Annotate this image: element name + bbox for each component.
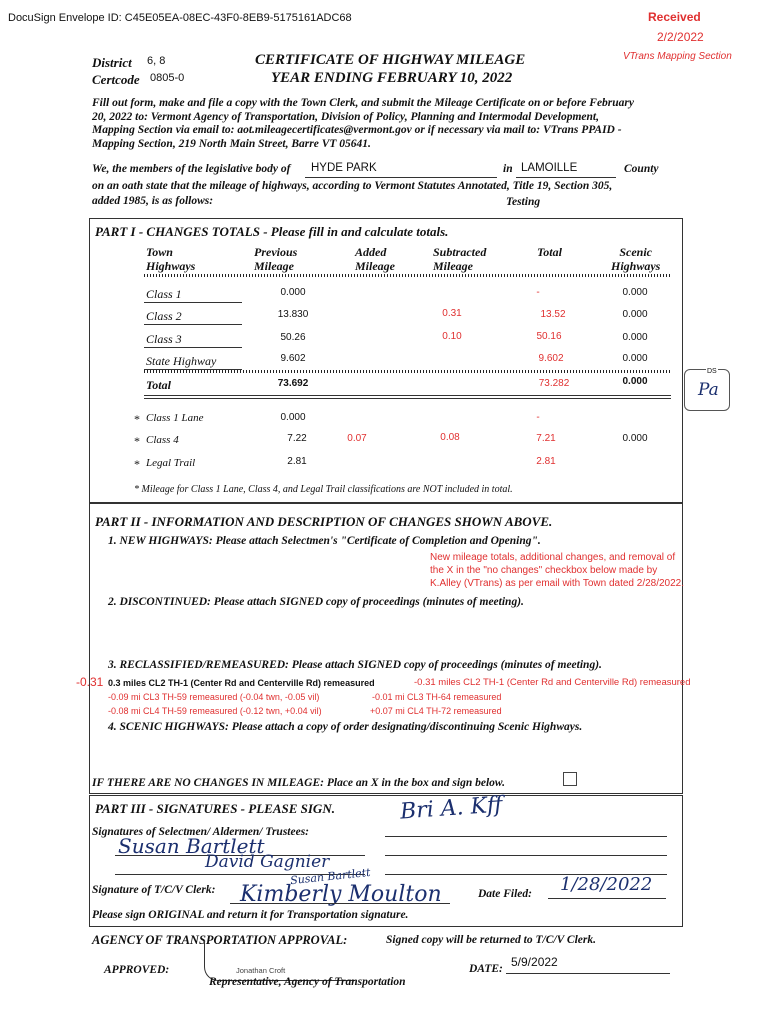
- ds-initials-box: [684, 369, 730, 411]
- oath-line3: added 1985, is as follows:: [92, 195, 214, 207]
- instructions: [92, 97, 692, 151]
- oath-testing: Testing: [506, 196, 541, 208]
- col-header-subtracted: [433, 245, 486, 273]
- col-header-line: Highways: [146, 259, 196, 273]
- cell-scenic: 0.000: [622, 287, 648, 298]
- agency-signed-note: Signed copy will be returned to T/C/V Clerk.: [386, 934, 596, 946]
- part2-item3: 3. RECLASSIFIED/REMEASURED: Please attach SIGNED copy of proceedings (minutes of meeting).: [108, 659, 602, 671]
- cell-scenic: 0.000: [622, 353, 648, 364]
- part3-title: PART III - SIGNATURES - PLEASE SIGN.: [95, 801, 335, 816]
- cell-previous: 9.602: [280, 353, 306, 364]
- selectman-signature: Bri A. Kff: [399, 792, 504, 825]
- clerk-signature: Kimberly Moulton: [240, 882, 442, 907]
- row-label: Class 1 Lane: [146, 412, 204, 424]
- cell-scenic: 0.000: [622, 309, 648, 320]
- row-label: Class 3: [146, 332, 182, 346]
- no-change-checkbox[interactable]: [563, 772, 577, 786]
- instruction-line: Mapping Section, 219 North Main Street, Barre VT 05641.: [92, 137, 371, 150]
- selectman-signature: David Gagnier: [205, 852, 330, 872]
- col-header-town: [146, 245, 195, 273]
- agency-title: AGENCY OF TRANSPORTATION APPROVAL:: [92, 933, 348, 947]
- envelope-id: DocuSign Envelope ID: C45E05EA-08EC-43F0-8EB9-5175161ADC68: [8, 12, 352, 24]
- received-section: VTrans Mapping Section: [623, 51, 732, 62]
- reclass-red: -0.31 miles CL2 TH-1 (Center Rd and Centerville Rd) remeasured: [414, 677, 691, 688]
- cell-previous: 0.000: [280, 412, 306, 423]
- clerk-label: Signature of T/C/V Clerk:: [92, 884, 216, 896]
- cell-total: 50.16: [536, 331, 562, 342]
- col-header-line: Highways: [611, 259, 661, 273]
- oath-line2: on an oath state that the mileage of highways, according to Vermont Statutes Annotated, Title 19, Section 305,: [92, 180, 613, 192]
- date-filed-value: 1/28/2022: [560, 874, 653, 895]
- col-header-added: [355, 245, 395, 273]
- asterisk: *: [134, 434, 140, 448]
- col-header-line: Previous: [254, 245, 298, 259]
- date-filed-label: Date Filed:: [478, 888, 532, 900]
- col-header-line: Mileage: [355, 259, 395, 273]
- reclass-a: -0.09 mi CL3 TH-59 remeasured (-0.04 twn, -0.05 vil): [108, 692, 320, 702]
- ds-signature: Pa: [698, 380, 719, 400]
- part1-footnote: * Mileage for Class 1 Lane, Class 4, and Legal Trail classifications are NOT included in total.: [134, 484, 513, 495]
- cell-previous: 2.81: [287, 456, 307, 467]
- no-change-text: IF THERE ARE NO CHANGES IN MILEAGE: Place an X in the box and sign below.: [92, 777, 506, 789]
- asterisk: *: [134, 457, 140, 471]
- vtrans-note: [430, 551, 684, 590]
- reclass-typed: 0.3 miles CL2 TH-1 (Center Rd and Centerville Rd) remeasured: [108, 678, 375, 688]
- row-label: Class 1: [146, 287, 182, 301]
- oath-county-label: County: [624, 163, 659, 175]
- cell-total: -: [536, 287, 540, 298]
- approval-date-value: 5/9/2022: [511, 955, 558, 969]
- title-line1: CERTIFICATE OF HIGHWAY MILEAGE: [255, 52, 526, 68]
- cell-total: 2.81: [536, 456, 556, 467]
- selectmen-label: Signatures of Selectmen/ Aldermen/ Trustees:: [92, 826, 310, 838]
- row-label-total: Total: [146, 378, 171, 392]
- oath-in: in: [503, 163, 513, 175]
- part2-item1: 1. NEW HIGHWAYS: Please attach Selectmen's "Certificate of Completion and Opening".: [108, 535, 541, 547]
- instruction-line: Fill out form, make and file a copy with the Town Clerk, and submit the Mileage Certificate on or before February: [92, 97, 635, 109]
- row-label: State Highway: [146, 354, 217, 368]
- part2-title: PART II - INFORMATION AND DESCRIPTION OF CHANGES SHOWN ABOVE.: [95, 514, 553, 529]
- reclass-b: -0.01 mi CL3 TH-64 remeasured: [372, 692, 502, 702]
- col-header-line: Total: [537, 245, 562, 259]
- col-header-previous: [254, 245, 297, 273]
- reclass-d: +0.07 mi CL4 TH-72 remeasured: [370, 706, 502, 716]
- oath-prefix: We, the members of the legislative body of: [92, 163, 291, 175]
- date-label: DATE:: [469, 963, 503, 975]
- instruction-line: 20, 2022 to: Vermont Agency of Transportation, Division of Policy, Planning and Intermodal Development,: [92, 110, 599, 123]
- instruction-line: Mapping Section via email to: aot.mileagecertificates@vermont.gov or if necessary via mail to: VTrans PPAID -: [92, 124, 622, 136]
- clerk-small-signature: Susan Bartlett: [289, 865, 372, 888]
- cell-previous: 7.22: [287, 433, 307, 444]
- cell-total-total: 73.282: [538, 378, 570, 389]
- cell-previous: 13.830: [277, 309, 309, 320]
- approval-signer-name: Jonathan Croft: [236, 966, 286, 975]
- note-line: the X in the "no changes" checkbox below made by: [430, 565, 658, 576]
- district-label: District: [92, 55, 132, 70]
- cell-total: 13.52: [540, 309, 566, 320]
- oath-county-value: LAMOILLE: [521, 162, 578, 174]
- cell-previous: 50.26: [280, 332, 306, 343]
- cell-scenic: 0.000: [622, 433, 648, 444]
- cell-total: 7.21: [536, 433, 556, 444]
- cell-subtracted: 0.10: [442, 331, 462, 342]
- part1-title: PART I - CHANGES TOTALS - Please fill in and calculate totals.: [95, 224, 449, 239]
- received-date: 2/2/2022: [657, 30, 704, 44]
- cell-scenic: 0.000: [622, 332, 648, 343]
- row-label: Class 2: [146, 309, 182, 323]
- note-line: New mileage totals, additional changes, and removal of: [430, 552, 676, 563]
- certcode-value: 0805-0: [150, 72, 185, 84]
- col-header-line: Scenic: [619, 245, 652, 259]
- col-header-total: [537, 245, 562, 259]
- cell-subtracted: 0.31: [442, 308, 462, 319]
- cell-total: -: [536, 412, 540, 423]
- certcode-label: Certcode: [92, 72, 140, 87]
- cell-scenic-total: 0.000: [622, 376, 648, 387]
- ds-label: DS: [707, 368, 717, 375]
- reclass-c: -0.08 mi CL4 TH-59 remeasured (-0.12 twn, +0.04 vil): [108, 706, 322, 716]
- title-line2: YEAR ENDING FEBRUARY 10, 2022: [271, 70, 513, 86]
- asterisk: *: [134, 412, 140, 426]
- oath-town: HYDE PARK: [311, 162, 377, 174]
- col-header-line: Added: [355, 245, 387, 259]
- note-line: K.Alley (VTrans) as per email with Town dated 2/28/2022.: [430, 578, 685, 589]
- cell-total: 9.602: [538, 353, 564, 364]
- part2-item4: 4. SCENIC HIGHWAYS: Please attach a copy of order designating/discontinuing Scenic Highways.: [108, 721, 583, 733]
- col-header-line: Town: [146, 245, 173, 259]
- row-label: Legal Trail: [146, 457, 196, 469]
- cell-added: 0.07: [347, 433, 367, 444]
- part2-item2: 2. DISCONTINUED: Please attach SIGNED copy of proceedings (minutes of meeting).: [108, 596, 524, 608]
- representative-label: Representative, Agency of Transportation: [209, 976, 406, 988]
- row-label: Class 4: [146, 434, 179, 446]
- original-note: Please sign ORIGINAL and return it for Transportation signature.: [92, 909, 409, 921]
- col-header-scenic: [611, 245, 660, 273]
- col-header-line: Subtracted: [433, 245, 487, 259]
- cell-previous-total: 73.692: [277, 378, 309, 389]
- col-header-line: Mileage: [433, 259, 473, 273]
- received-label: Received: [648, 10, 701, 24]
- selectman-signature: Susan Bartlett: [118, 834, 265, 858]
- district-value: 6, 8: [147, 55, 166, 67]
- reclass-left-value: -0.31: [76, 675, 104, 689]
- col-header-line: Mileage: [254, 259, 294, 273]
- cell-subtracted: 0.08: [440, 432, 460, 443]
- approved-label: APPROVED:: [104, 964, 170, 976]
- cell-previous: 0.000: [280, 287, 306, 298]
